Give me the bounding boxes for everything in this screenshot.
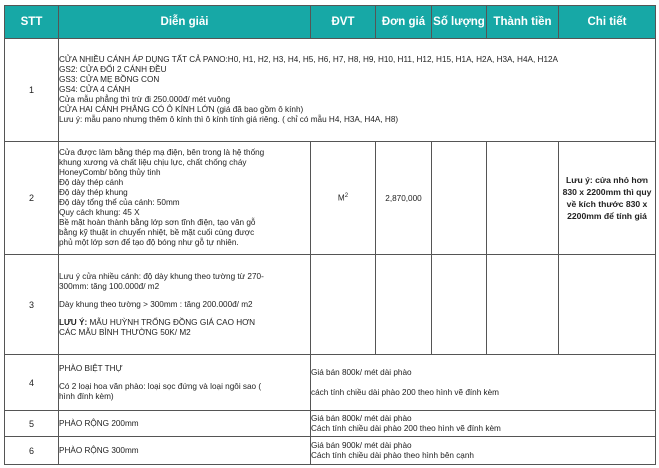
row2-line: Độ dày thép khung	[59, 188, 128, 197]
spacer	[59, 374, 310, 382]
row3-line: 300mm: tăng 100.000đ/ m2	[59, 281, 160, 291]
detail-note: Lưu ý: cửa nhỏ hơn 830 x 2200mm thì quy về kích thước 830 x 2200mm để tính giá	[559, 142, 656, 255]
row1-line: CỬA NHIỀU CÁNH ÁP DỤNG TẤT CẢ PANO:H0, H1, H2, H3, H4, H5, H6, H7, H8, H9, H10, H11, H12, H15, H1A, H2A, H3A, H4A, H12A	[59, 55, 559, 64]
stt-cell: 5	[5, 411, 59, 437]
description-cell	[59, 39, 656, 142]
table-row	[5, 437, 656, 465]
description-cell: PHÀO RỘNG 200mm	[59, 411, 311, 437]
stt-cell: 2	[5, 142, 59, 255]
warning-label: LƯU Ý:	[59, 317, 88, 327]
spacer	[59, 292, 310, 300]
header-chi-tiet: Chi tiết	[559, 6, 656, 39]
row3-line: Dày khung theo tường > 300mm : tăng 200.000đ/ m2	[59, 299, 253, 309]
price-line: cách tính chiều dài phào 200 theo hình vẽ đính kèm	[311, 387, 499, 397]
row1-line: Cửa mẫu phẳng thì trừ đi 250.000đ/ mét vuông	[59, 95, 231, 104]
stt-cell: 6	[5, 437, 59, 465]
price-cell: 2,870,000	[376, 142, 432, 255]
price-cell	[376, 255, 432, 355]
table-row	[5, 142, 656, 255]
header-dien-giai: Diễn giải	[59, 6, 311, 39]
row3-line: Lưu ý cửa nhiều cánh: độ dày khung theo tường từ 270-	[59, 271, 264, 281]
stt-cell: 4	[5, 355, 59, 411]
price-info-cell	[311, 411, 656, 437]
stt-cell: 3	[5, 255, 59, 355]
price-line: Cách tính chiều dài phào theo hình bên cạnh	[311, 450, 474, 460]
header-row	[5, 6, 656, 39]
detail-cell	[559, 255, 656, 355]
quantity-cell	[432, 142, 487, 255]
row3-line: CÁC MẪU BÌNH THƯỜNG 50K/ M2	[59, 327, 191, 337]
table-row	[5, 355, 656, 411]
warning-text: MẪU HUỲNH TRỐNG ĐỒNG GIÁ CAO HƠN	[87, 317, 256, 327]
price-info-cell	[311, 355, 656, 411]
table-row	[5, 255, 656, 355]
row1-line: Lưu ý: mẫu pano nhưng thêm ô kính thì ô kính tính giá riêng. ( chỉ có mẫu H4, H3A, H4A, H8)	[59, 115, 399, 124]
price-line: Giá bán 800k/ mét dài phào	[311, 367, 412, 377]
price-line: Giá bán 800k/ mét dài phào	[311, 413, 412, 423]
row4-line: Có 2 loại hoa văn phào: loại sọc đứng và loại ngôi sao (	[59, 381, 262, 391]
row2-line: phủ một lớp sơn để tạo độ bóng như gỗ tự nhiên.	[59, 238, 239, 247]
row1-line: GS2: CỬA ĐỐI 2 CÁNH ĐỀU	[59, 65, 167, 74]
price-table	[4, 5, 656, 465]
row2-line: Bề mặt hoàn thành bằng lớp sơn tĩnh điện, tạo vân gỗ	[59, 218, 256, 227]
row3-warning-line	[59, 318, 310, 328]
quantity-cell	[432, 255, 487, 355]
header-so-luong: Số lượng	[432, 6, 487, 39]
stt-cell: 1	[5, 39, 59, 142]
row4-line: PHÀO BIỆT THỰ	[59, 363, 123, 373]
total-cell	[487, 255, 559, 355]
price-line: Cách tính chiều dài phào 200 theo hình vẽ đính kèm	[311, 423, 501, 433]
row2-line: bằng kỹ thuật in chuyển nhiệt, bề mặt cuối cùng được	[59, 228, 255, 237]
header-stt: STT	[5, 6, 59, 39]
row2-line: Độ dày tổng thể của cánh: 50mm	[59, 198, 180, 207]
description-cell: PHÀO RỘNG 300mm	[59, 437, 311, 465]
description-cell	[59, 255, 311, 355]
unit-cell	[311, 142, 376, 255]
row2-line: khung xương và chất liệu chịu lực, chất chống cháy	[59, 158, 247, 167]
row2-line: Độ dày thép cánh	[59, 178, 124, 187]
header-thanh-tien: Thành tiền	[487, 6, 559, 39]
table-row	[5, 39, 656, 142]
spacer	[59, 310, 310, 318]
row4-line: hình đính kèm)	[59, 391, 114, 401]
unit-superscript: 2	[344, 193, 349, 200]
price-line: Giá bán 900k/ mét dài phào	[311, 440, 412, 450]
row1-line: GS3: CỬA MẸ BỒNG CON	[59, 75, 160, 84]
total-cell	[487, 142, 559, 255]
header-don-gia: Đơn giá	[376, 6, 432, 39]
spacer	[311, 378, 655, 388]
table-row	[5, 411, 656, 437]
row1-line: GS4: CỬA 4 CÁNH	[59, 85, 131, 94]
header-dvt: ĐVT	[311, 6, 376, 39]
row2-line: Quy cách khung: 45 X	[59, 208, 140, 217]
row1-line: CỬA HAI CÁNH PHẲNG CÓ Ô KÍNH LỚN (giá đã bao gồm ô kính)	[59, 105, 304, 114]
unit-text: M	[337, 193, 345, 203]
row2-line: Cửa được làm bằng thép mạ điện, bên trong là hệ thống	[59, 148, 265, 157]
price-info-cell	[311, 437, 656, 465]
unit-cell	[311, 255, 376, 355]
description-cell	[59, 142, 311, 255]
row2-line: HoneyComb/ bông thủy tinh	[59, 168, 161, 177]
description-cell	[59, 355, 311, 411]
